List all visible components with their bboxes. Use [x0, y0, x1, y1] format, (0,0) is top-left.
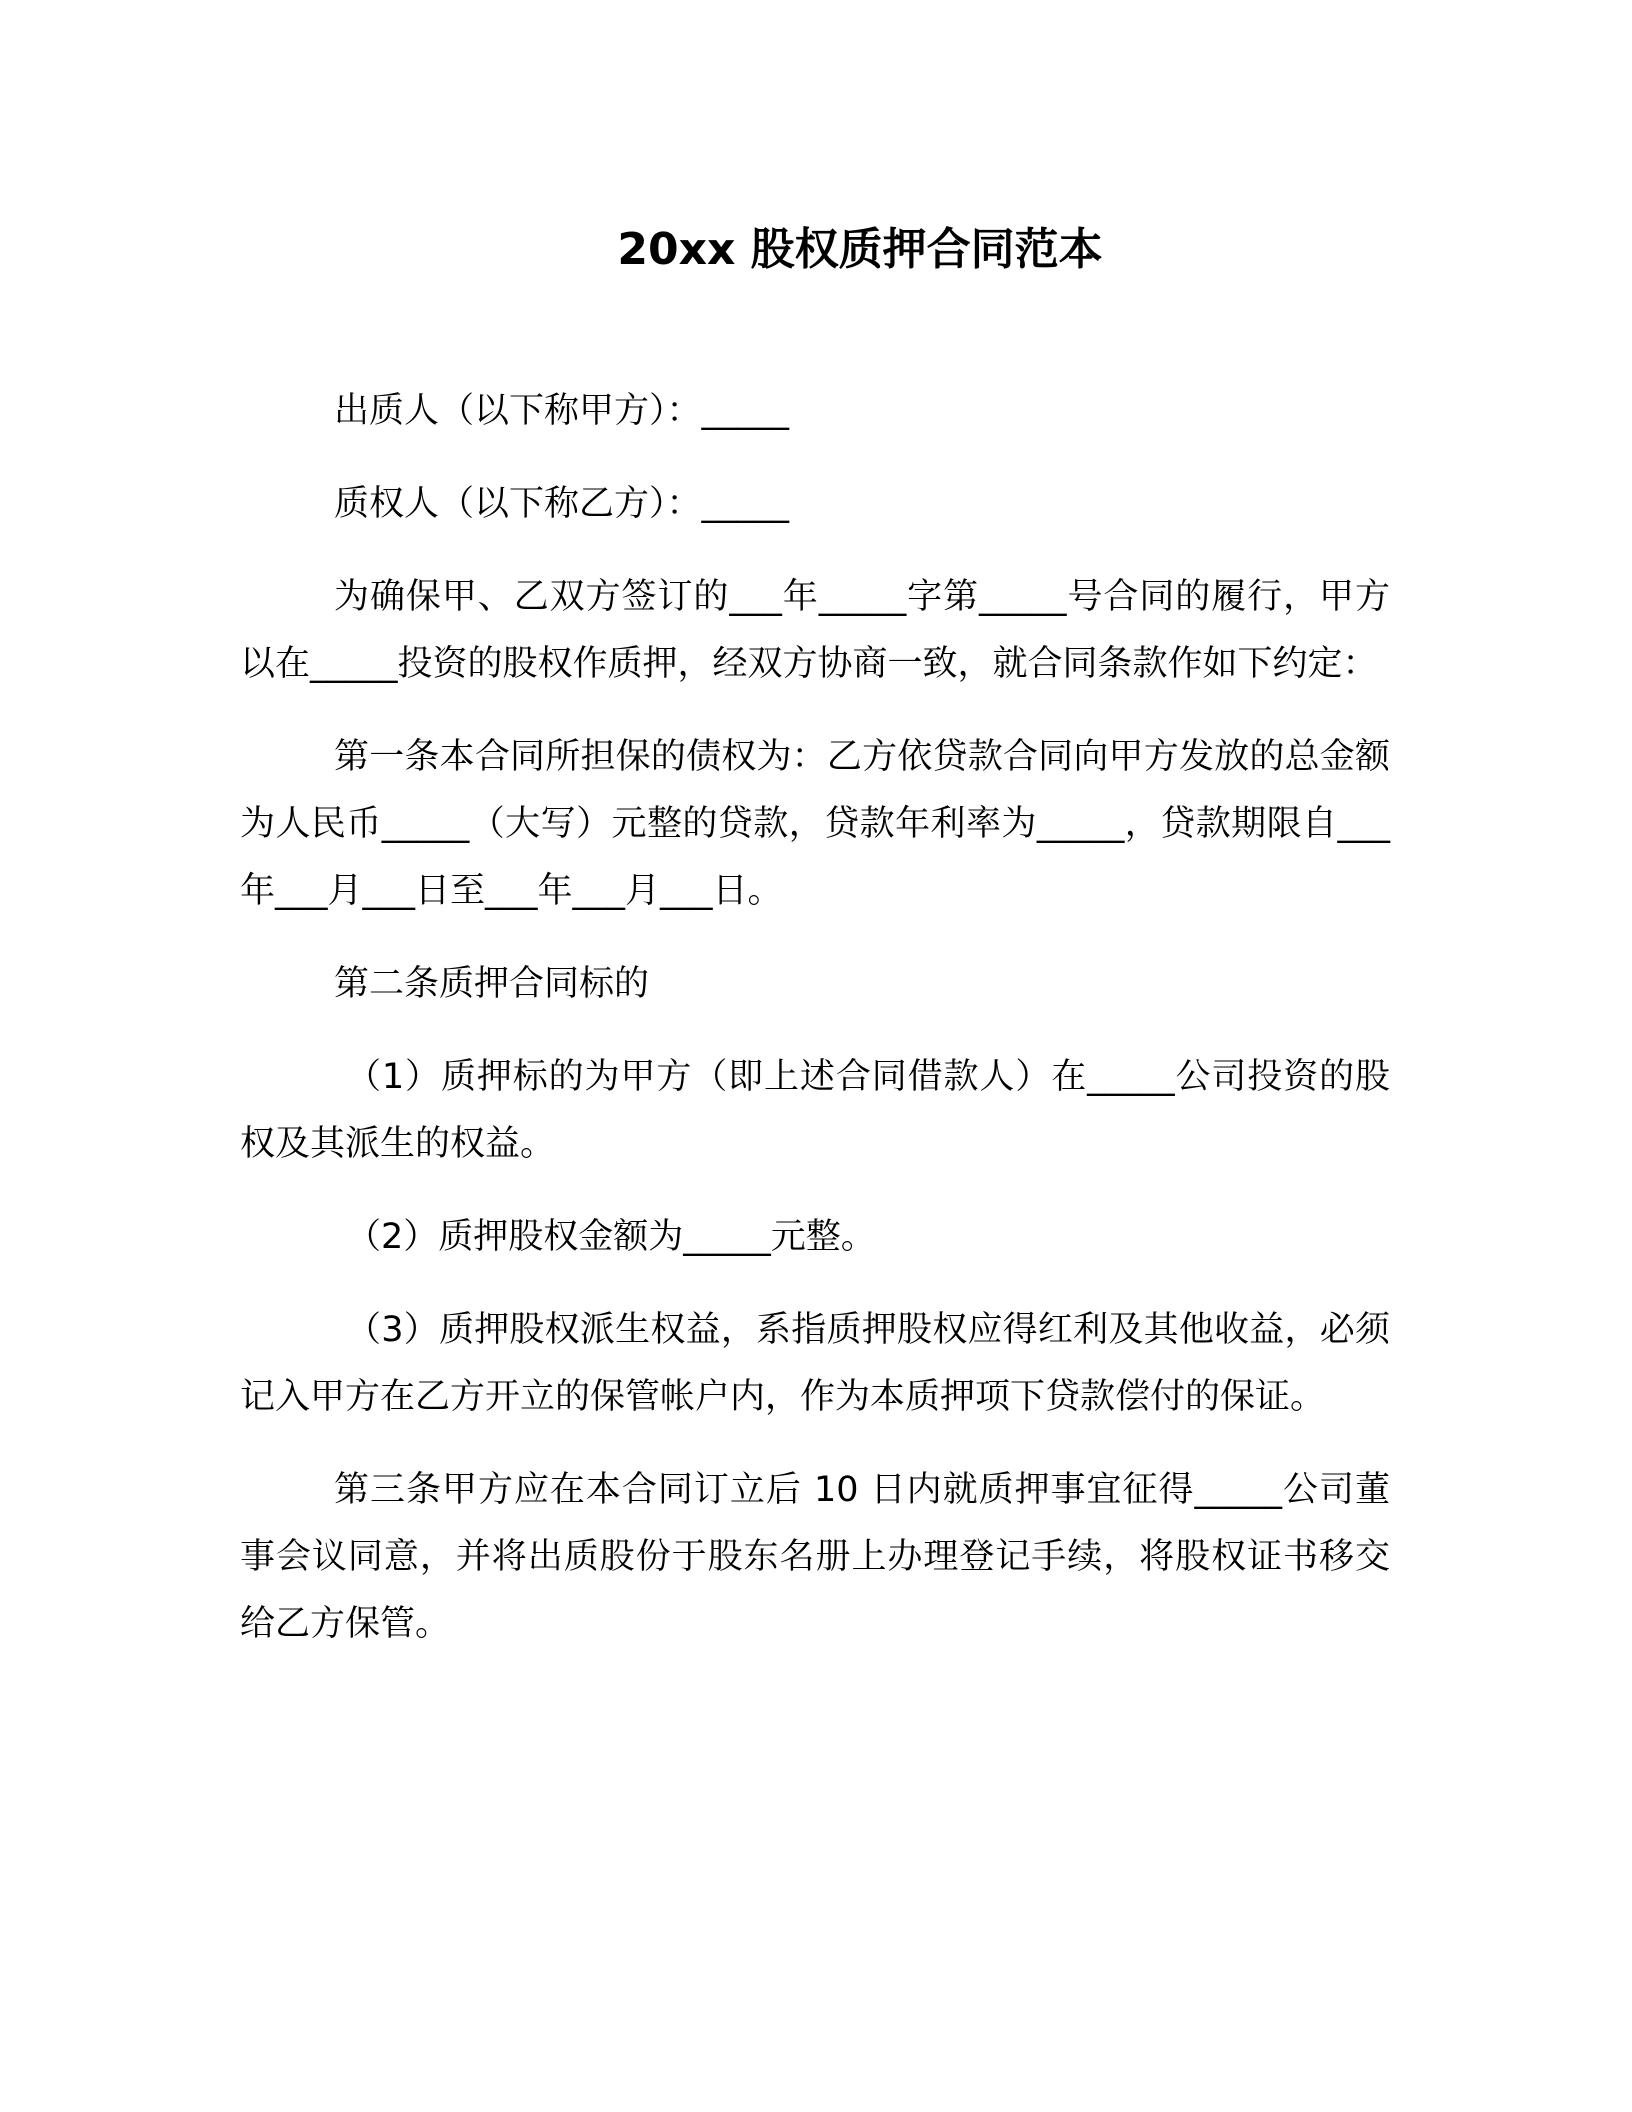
pledgor-line: 出质人（以下称甲方）：_____	[334, 391, 790, 431]
article-2-item-2: （2）质押股权金额为_____元整。	[346, 1217, 876, 1257]
document-title: 20xx 股权质押合同范本	[617, 224, 1103, 275]
article-2-item-3: （3）质押股权派生权益，系指质押股权应得红利及其他收益，必须记入甲方在乙方开立的保管帐户内，作为本质押项下贷款偿付的保证。	[240, 1310, 1390, 1417]
article-2-heading: 第二条质押合同标的	[334, 964, 650, 1004]
document-body	[240, 378, 1390, 1684]
article-2-item-1: （1）质押标的为甲方（即上述合同借款人）在_____公司投资的股权及其派生的权益。	[240, 1057, 1390, 1164]
preamble-paragraph: 为确保甲、乙双方签订的___年_____字第_____号合同的履行，甲方以在_____投资的股权作质押，经双方协商一致，就合同条款作如下约定：	[240, 577, 1390, 684]
article-1-paragraph: 第一条本合同所担保的债权为：乙方依贷款合同向甲方发放的总金额为人民币_____（大写）元整的贷款，贷款年利率为_____，贷款期限自___年___月___日至___年___月___日。	[240, 737, 1390, 911]
article-3-paragraph: 第三条甲方应在本合同订立后 10 日内就质押事宜征得_____公司董事会议同意，并将出质股份于股东名册上办理登记手续，将股权证书移交给乙方保管。	[240, 1470, 1390, 1644]
pledgee-line: 质权人（以下称乙方）：_____	[334, 484, 790, 524]
